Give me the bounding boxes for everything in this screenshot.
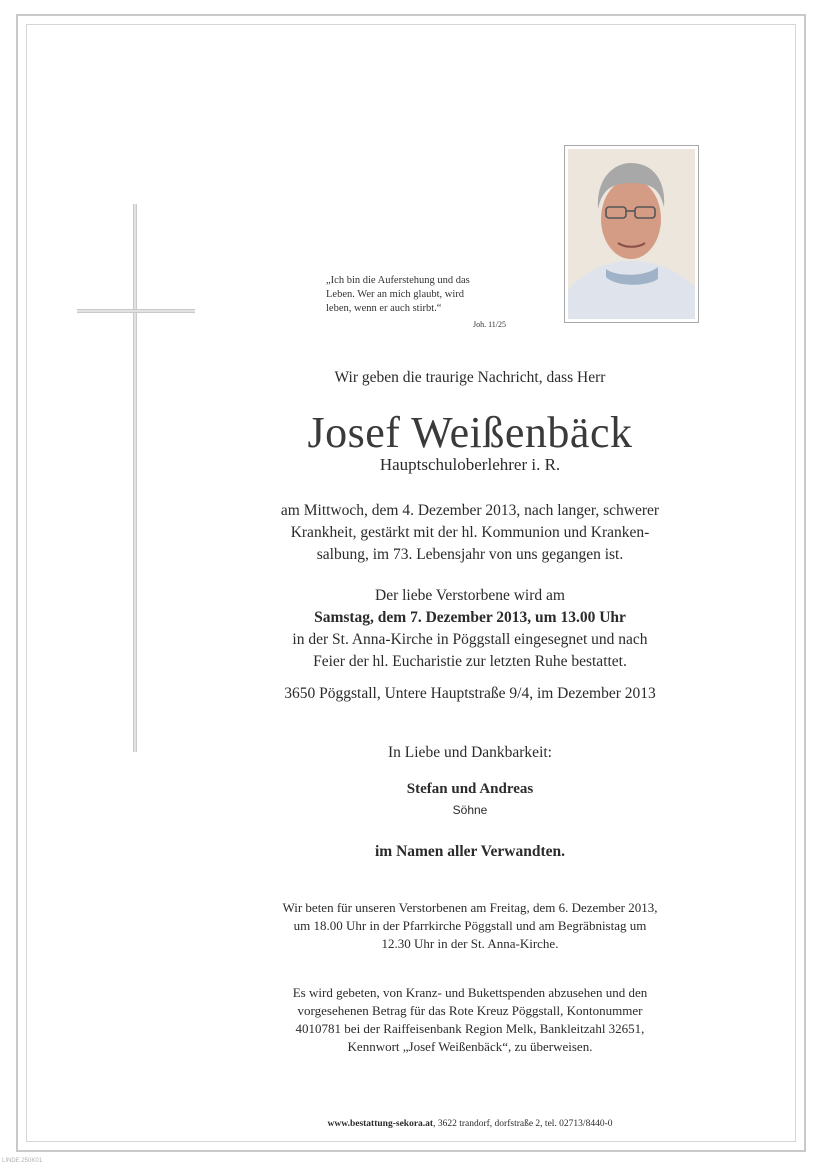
- relatives-text: im Namen aller Verwandten.: [374, 843, 565, 860]
- footer: [150, 1119, 790, 1129]
- text-line: Es wird gebeten, von Kranz- und Bukettspenden abzusehen und den: [292, 985, 648, 1000]
- deceased-title: Hauptschuloberlehrer i. R.: [379, 455, 561, 474]
- donation-notice: [220, 984, 720, 1056]
- cross-icon-vertical: [133, 204, 137, 752]
- text-line: Wir beten für unseren Verstorbenen am Freitag, dem 6. Dezember 2013,: [282, 900, 658, 915]
- funeral-details: [220, 585, 720, 673]
- text-line: Kennwort „Josef Weißenbäck“, zu überweisen.: [347, 1039, 593, 1054]
- closing-text: In Liebe und Dankbarkeit:: [388, 744, 552, 761]
- text-line: Der liebe Verstorbene wird am: [375, 587, 565, 604]
- text-line: Krankheit, gestärkt mit der hl. Kommunion und Kranken-: [290, 524, 650, 541]
- intro-text: Wir geben die traurige Nachricht, dass Herr: [334, 369, 606, 386]
- quote-line: leben, wenn er auch stirbt.“: [326, 303, 442, 314]
- footer-contact: , 3622 trandorf, dorfstraße 2, tel. 02713/8440-0: [433, 1119, 613, 1129]
- death-notice: [220, 500, 720, 566]
- funeral-date: Samstag, dem 7. Dezember 2013, um 13.00 Uhr: [314, 609, 626, 626]
- text-line: Feier der hl. Eucharistie zur letzten Ruhe bestattet.: [313, 653, 627, 670]
- mourners-names: Stefan und Andreas: [406, 781, 534, 797]
- text-line: am Mittwoch, dem 4. Dezember 2013, nach langer, schwerer: [280, 502, 660, 519]
- corner-code: LINDE 250K01: [2, 1158, 43, 1164]
- text-line: salbung, im 73. Lebensjahr von uns gegangen ist.: [316, 546, 624, 563]
- mourners-relation: Söhne: [452, 803, 488, 817]
- portrait-image: [568, 149, 695, 319]
- cross-icon-horizontal: [77, 309, 195, 313]
- text-line: vorgesehenen Betrag für das Rote Kreuz Pöggstall, Kontonummer: [297, 1003, 643, 1018]
- text-line: in der St. Anna-Kirche in Pöggstall eingesegnet und nach: [292, 631, 648, 648]
- text-line: um 18.00 Uhr in der Pfarrkirche Pöggstall und am Begräbnistag um: [293, 918, 647, 933]
- address-line: 3650 Pöggstall, Untere Hauptstraße 9/4, im Dezember 2013: [284, 685, 656, 702]
- prayer-notice: [220, 899, 720, 953]
- quote-line: „Ich bin die Auferstehung und das: [326, 275, 470, 286]
- quote-line: Leben. Wer an mich glaubt, wird: [326, 289, 465, 300]
- footer-website: www.bestattung-sekora.at: [327, 1119, 434, 1129]
- text-line: 4010781 bei der Raiffeisenbank Region Melk, Bankleitzahl 32651,: [295, 1021, 645, 1036]
- deceased-name: Josef Weißenbäck: [307, 408, 633, 457]
- text-line: 12.30 Uhr in der St. Anna-Kirche.: [381, 936, 559, 951]
- bible-quote: [326, 274, 506, 332]
- quote-reference: Joh. 11/25: [472, 320, 506, 329]
- portrait-photo: [564, 145, 699, 323]
